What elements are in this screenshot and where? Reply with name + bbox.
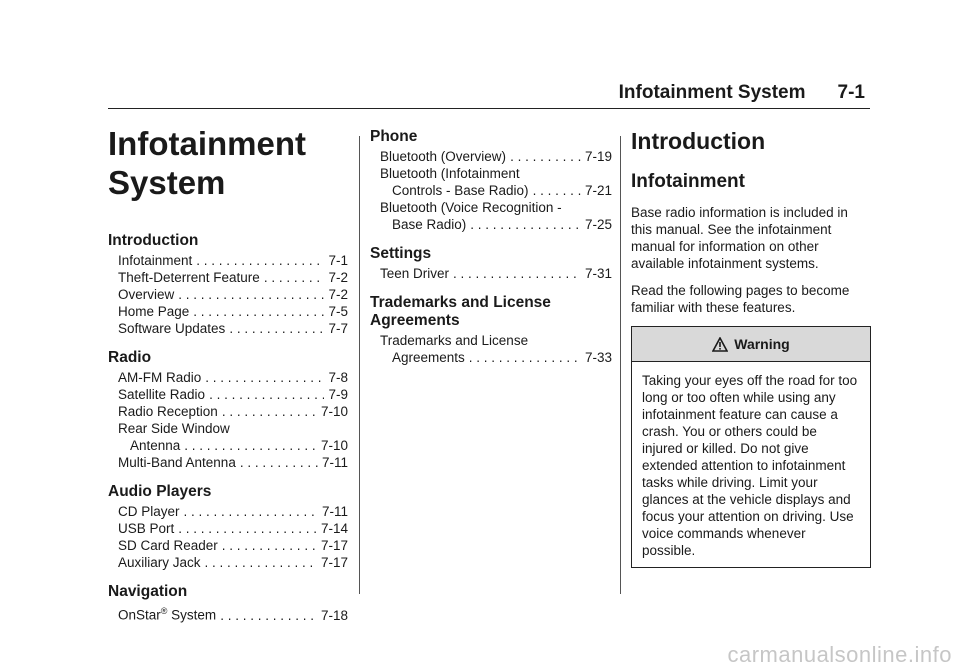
toc-entry-bluetooth-infotainment-line1[interactable]: Bluetooth (Infotainment (380, 166, 520, 181)
toc-entry-title: USB Port (118, 521, 175, 536)
toc-entry-bluetooth-infotainment[interactable] (370, 182, 612, 199)
leader-dots (229, 320, 324, 337)
chapter-title (108, 124, 348, 202)
toc-entry-software-updates[interactable] (108, 320, 348, 337)
toc-entry-title: Home Page (118, 304, 190, 319)
toc-entry-page: 7-21 (584, 183, 612, 198)
intro-subtitle: Infotainment (631, 171, 745, 192)
warning-box (631, 326, 871, 568)
toc-entry-title: Infotainment (118, 253, 193, 268)
leader-dots (470, 216, 581, 233)
leader-dots (184, 437, 317, 454)
intro-paragraph-2: Read the following pages to become familiar with these features. (631, 283, 850, 315)
toc-entry-title: CD Player (118, 504, 180, 519)
watermark: carmanualsonline.info (727, 642, 952, 667)
leader-dots (196, 252, 324, 269)
toc-entry-theft-deterrent[interactable] (108, 269, 348, 286)
toc-entry-bluetooth-voice[interactable] (370, 216, 612, 233)
toc-entry-page: 7-10 (320, 404, 348, 419)
toc-entry-title: Satellite Radio (118, 387, 206, 402)
onstar-suffix: System (167, 607, 217, 623)
toc-section-audio-players (108, 483, 348, 571)
toc-section-heading: Introduction (108, 232, 199, 249)
toc-entry-title: Radio Reception (118, 404, 218, 419)
toc-entry-overview[interactable] (108, 286, 348, 303)
chapter-title-line-2: System (108, 164, 226, 201)
toc-section-heading: Phone (370, 128, 418, 145)
toc-entry-title: Auxiliary Jack (118, 555, 201, 570)
toc-column-1 (108, 124, 348, 636)
toc-section-heading: Settings (370, 245, 432, 262)
toc-entry-page: 7-14 (320, 521, 348, 536)
toc-entry-page: 7-18 (320, 607, 348, 623)
toc-section-trademarks (370, 294, 612, 366)
toc-entry-title: Overview (118, 287, 175, 302)
warning-triangle-icon (712, 337, 728, 352)
leader-dots (209, 386, 324, 403)
leader-dots (220, 607, 317, 624)
toc-entry-trademarks[interactable] (370, 349, 612, 366)
toc-entry-satellite-radio[interactable] (108, 386, 348, 403)
registered-mark: ® (160, 606, 168, 616)
toc-entry-auxiliary-jack[interactable] (108, 554, 348, 571)
toc-entry-title: Antenna (130, 438, 181, 453)
toc-section-heading: Navigation (108, 583, 188, 600)
leader-dots (510, 148, 581, 165)
toc-entry-page: 7-1 (328, 253, 348, 268)
intro-column (631, 126, 871, 568)
toc-entry-infotainment[interactable] (108, 252, 348, 269)
leader-dots (184, 503, 318, 520)
toc-entry-page: 7-11 (321, 455, 348, 470)
toc-section-phone (370, 128, 612, 233)
toc-entry-rear-side-window-line1[interactable]: Rear Side Window (118, 421, 230, 436)
toc-entry-title (118, 603, 216, 624)
toc-entry-title: Theft-Deterrent Feature (118, 270, 260, 285)
toc-entry-page: 7-11 (321, 504, 348, 519)
leader-dots (533, 182, 581, 199)
toc-entry-radio-reception[interactable] (108, 403, 348, 420)
toc-entry-title: Agreements (392, 350, 465, 365)
leader-dots (240, 454, 318, 471)
toc-entry-page: 7-8 (328, 370, 348, 385)
toc-entry-title: Teen Driver (380, 266, 450, 281)
toc-entry-rear-side-window-antenna[interactable] (108, 437, 348, 454)
toc-section-heading: Radio (108, 349, 152, 366)
running-head-page: 7-1 (837, 82, 865, 103)
toc-entry-title: SD Card Reader (118, 538, 218, 553)
toc-entry-trademarks-line1[interactable]: Trademarks and License (380, 333, 529, 348)
toc-section-heading: Trademarks and License Agreements (370, 294, 551, 329)
toc-entry-home-page[interactable] (108, 303, 348, 320)
intro-title: Introduction (631, 128, 766, 154)
leader-dots (205, 369, 324, 386)
leader-dots (205, 554, 317, 571)
leader-dots (178, 286, 324, 303)
chapter-title-line-1: Infotainment (108, 125, 306, 162)
warning-text: Taking your eyes off the road for too long or too often while using any infotainment feature can cause a crash. You or others could be injured or killed. Do not give extended attention to infotainment tasks while driving. Limit your glances at the vehicle displays and focus your attention on driving. Use voice commands whenever possible. (642, 373, 858, 558)
toc-entry-am-fm-radio[interactable] (108, 369, 348, 386)
toc-entry-page: 7-7 (328, 321, 348, 336)
warning-header (632, 327, 870, 362)
header-rule (108, 108, 870, 109)
toc-entry-page: 7-31 (584, 266, 612, 281)
toc-section-introduction (108, 232, 348, 337)
toc-entry-page: 7-10 (320, 438, 348, 453)
leader-dots (222, 537, 317, 554)
leader-dots (193, 303, 324, 320)
toc-entry-sd-card-reader[interactable] (108, 537, 348, 554)
toc-section-settings (370, 245, 612, 282)
toc-entry-page: 7-17 (320, 538, 348, 553)
toc-entry-page: 7-17 (320, 555, 348, 570)
toc-entry-page: 7-25 (584, 217, 612, 232)
toc-entry-page: 7-9 (328, 387, 348, 402)
running-head (619, 82, 865, 104)
leader-dots (222, 403, 317, 420)
intro-paragraph-1: Base radio information is included in this manual. See the infotainment manual for information on other available infotainment systems. (631, 205, 848, 271)
toc-entry-title: Base Radio) (392, 217, 467, 232)
toc-entry-usb-port[interactable] (108, 520, 348, 537)
toc-entry-bluetooth-voice-line1[interactable]: Bluetooth (Voice Recognition - (380, 200, 562, 215)
toc-entry-page: 7-5 (328, 304, 348, 319)
toc-section-radio (108, 349, 348, 471)
toc-entry-cd-player[interactable] (108, 503, 348, 520)
running-head-section: Infotainment System (618, 82, 806, 103)
toc-entry-title: AM-FM Radio (118, 370, 202, 385)
toc-entry-page: 7-33 (584, 350, 612, 365)
leader-dots (264, 269, 325, 286)
toc-entry-teen-driver[interactable] (370, 265, 612, 282)
toc-entry-page: 7-2 (328, 287, 348, 302)
toc-entry-title: Software Updates (118, 321, 226, 336)
column-divider-1 (359, 136, 360, 594)
leader-dots (469, 349, 581, 366)
toc-entry-title: Controls - Base Radio) (392, 183, 529, 198)
onstar-name: OnStar (118, 607, 161, 623)
toc-entry-page: 7-19 (584, 149, 612, 164)
toc-entry-multi-band-antenna[interactable] (108, 454, 348, 471)
leader-dots (178, 520, 317, 537)
toc-entry-page: 7-2 (328, 270, 348, 285)
column-divider-2 (620, 136, 621, 594)
leader-dots (453, 265, 581, 282)
toc-entry-bluetooth-overview[interactable] (370, 148, 612, 165)
toc-column-2 (370, 128, 612, 378)
toc-entry-title: Multi-Band Antenna (118, 455, 236, 470)
toc-entry-onstar-system[interactable] (108, 603, 348, 624)
toc-section-heading: Audio Players (108, 483, 212, 500)
toc-section-navigation (108, 583, 348, 624)
toc-entry-title: Bluetooth (Overview) (380, 149, 507, 164)
warning-label: Warning (734, 336, 790, 352)
